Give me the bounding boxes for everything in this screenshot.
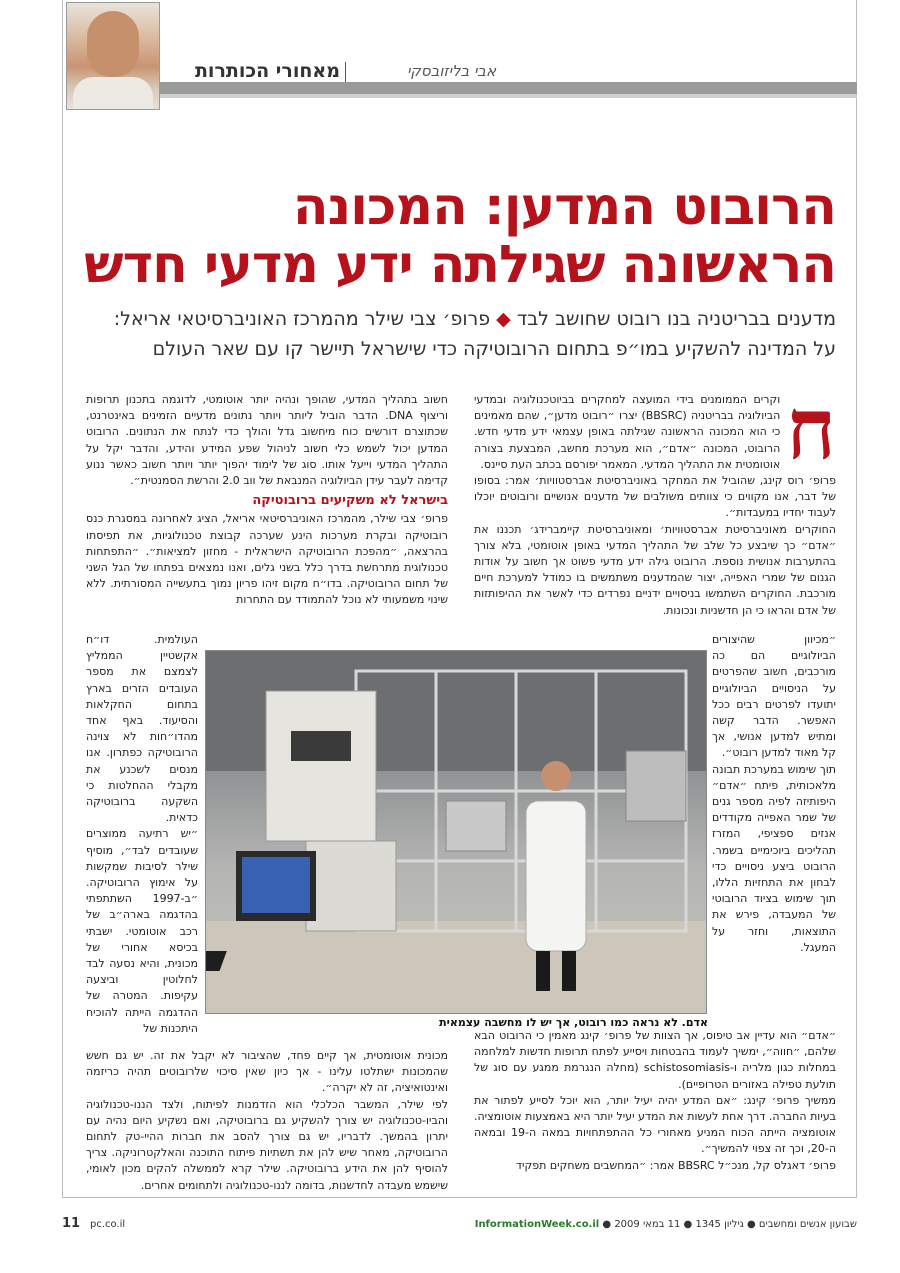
author-photo <box>66 2 160 110</box>
right-paragraph-4: ״מכיוון שהיצורים הביולוגיים הם כה מורכבים, חשוב שהפרטים על הניסויים הביולוגיים יתועדו לפרטים רבים ככל האפשר. הדבר קשה ומתיש למדען אנושי, אך קל מאוד למדען רובוט״. <box>712 633 836 760</box>
author-shirt <box>73 77 153 110</box>
scientist-head <box>541 761 571 791</box>
diamond-icon: ◆ <box>496 308 511 330</box>
scientist-labcoat <box>526 801 586 951</box>
left-column-lower <box>86 1048 448 1194</box>
lab-scene <box>206 651 706 1013</box>
figure-caption: אדם. לא נראה כמו רובוט, אך יש לו מחשבה עצמאית <box>439 1016 708 1029</box>
subtitle-line-1 <box>76 304 836 334</box>
equipment-base <box>306 841 396 931</box>
right-paragraph-2: פרופ׳ רוס קינג, שהוביל את המחקר באוניברסיטת אברסטוויות׳ אמר: בסופו של דבר, אנו מקווים כי צוותים משולבים של מדענים אנושיים ורובוטים יוכלו לעבוד יחדיו במעבדות״. <box>474 474 836 520</box>
right-paragraph-5: תוך שימוש במערכת תבונה מלאכותית, פיתח ״אדם״ היפותיזה לפיה מספר גנים של שמר האפייה מקודדים אנזים ספציפי, המזרז תהליכים ביוכימיים בשמר. הרובוט ביצע ניסויים כדי לבחון את התחזיות הללו, תוך שימוש בציוד הרובוטי של המעבדה, פירש את התוצאות, וחזר על המעגל. <box>712 762 836 954</box>
header-bar-shade <box>160 94 857 98</box>
article-title <box>76 178 836 294</box>
page-footer <box>62 1216 857 1236</box>
title-line-2: הראשונה שגילתה ידע מדעי חדש <box>84 235 836 295</box>
right-column-narrow <box>712 632 836 956</box>
left-paragraph-4: ״יש רתיעה ממוצרים שעובדים לבד״, מוסיף שילר לסיבות שמקשות על אימוץ הרובוטיקה. ״ב-1997 השתתפתי בהדגמה בארה״ב של רכב אוטומטי. ישבתי בכיסא אחורי של מכונית, והיא נסעה לבד לחלוטין וביצעה עקיפות. המטרה של ההדגמה הייתה להוכיח היתכנות של <box>86 827 198 1035</box>
right-column-upper <box>474 379 836 619</box>
left-paragraph-5: מכונית אוטומטית, אך קיים פחד, שהציבור לא יקבל את זה. יש גם חשש שהמכונות ישתלטו עלינו - אך כיון שאין סיכוי שלרובוטים תהיה כריזמה ואינטואיציה, זה לא יקרה״. <box>86 1049 448 1095</box>
footer-issue-text: שבועון אנשים ומחשבים ● גיליון 1345 ● 11 במאי 2009 ● <box>602 1219 857 1230</box>
subtitle-part-b: פרופ׳ צבי שילר מהמרכז האוניברסיטאי אריאל: <box>113 308 491 330</box>
footer-site-iw: InformationWeek.co.il <box>474 1219 600 1230</box>
incubator-display <box>291 731 351 761</box>
left-column-upper <box>86 392 448 609</box>
right-paragraph-3: החוקרים מאוניברסיטת אברסטוויות׳ ומאוניברסיטת קיימברידג׳ תכננו את ״אדם״ כך שיבצע כל שלב של התהליך המדעי באופן אוטומטי, בלא צורך בהתערבות אנושית נוספת. הרובוט גילה ידע מדעי פשוט אך חשוב על אודות הגנום של שמרי האפייה, יצור שהמדענים משתמשים בו כמודל למערכת חיים מורכבת. החוקרים השתמשו בניסויים ידניים נפרדים כדי לאשר את ההיפותזות של אדם והראו כי הן חדשניות ונכונות. <box>474 522 836 617</box>
subtitle-part-a: מדענים בבריטניה בנו רובוט שחושב לבד <box>516 308 836 330</box>
author-name: אבי בליזובסקי <box>406 62 496 80</box>
left-paragraph-2: פרופ׳ צבי שילר, מהמרכז האוניברסיטאי אריאל, הציג לאחרונה במסגרת כנס רובוטיקה ובקרת מערכות הינע שערכה קבוצת טכנולוגיות, את תפיסתו בהרצאה, ״מהפכת הרובוטיקה הישראלית - מחזון למציאות״. ״התפתחות טכנולוגית מתרחשת בדרך כלל בשני גלים, ואנו נמצאים בפתחו של הגל השני של תחום הרובוטיקה. בדו״ח מקום זיהו פריון נמוך בתעשייה המסורתית. ללא שינוי משמעותי לא נוכל להתמודד עם התחרות <box>86 512 448 607</box>
lab-robot-photo <box>205 650 707 1014</box>
right-paragraph-1: וקרים הממומנים בידי המועצה למחקרים בביוטכנולוגיה ובמדעי הביולוגיה בבריטניה (BBSRC) יצרו ״רובוט מדען״, שהם מאמינים כי הוא המכונה הראשונה שגילתה באופן עצמאי ידע מדעי חדש. הרובוט, המכונה ״אדם״, הוא מערכת מחשב, המבצעת בצורה אוטומטית את התהליך המדעי. המאמר יפורסם בכתב העת סיינס. <box>474 393 781 471</box>
floor <box>206 921 706 1013</box>
author-face <box>87 11 139 77</box>
robot-arm-module <box>446 801 506 851</box>
left-paragraph-1: חשוב בתהליך המדעי, שהופך ונהיה יותר אוטומטי, לדוגמה בתכנון תרופות וריצוף DNA. הדבר הוביל ליותר ויותר נתונים מדעיים הזמינים באינטרנט, שכתוצרם דורשים כוח מיחשוב גדל והולך כדי לנתח את הנתונים. הרובוט המדען יכול לשמש כלי חשוב לניהול שפע המידע והידע, והדבר יקל על התהליך המדעי וייעל אותו. סוג של לימוד יהפוך יותר ויותר חשוב כאשר ננוע קדימה לעבר עידן הביולוגיה המנבאת של ווב 2.0 והרשת הסמנטית״. <box>86 393 448 488</box>
left-paragraph-3: העולמית. דו״ח אקשטיין הממליץ לצמצם את מספר העובדים הזרים בארץ בתחום החקלאות והסיעוד. באף אחד מהדו״חות לא צוינה הרובוטיקה כפתרון. אנו מנסים לשכנע את מקבלי ההחלטות כי השקעה ברובוטיקה כדאית. <box>86 633 198 825</box>
drop-cap: ח <box>786 379 836 478</box>
left-column-narrow <box>86 632 198 1037</box>
right-paragraph-7: ממשיך פרופ׳ קינג: ״אם המדע יהיה יעיל יותר, הוא יוכל לסייע לפתור את בעיות החברה. דרך אחת לעשות את המדע יעיל יותר היא באמצעות אוטומציה. אוטומציה הייתה הכוח המניע מאחורי כל ההתפתחויות במאה ה-19 ובמאה ה-20, וכך זה צפוי להמשיך״. <box>474 1093 836 1156</box>
footer-issue-info <box>475 1219 857 1230</box>
left-subheading: בישראל לא משקיעים ברובוטיקה <box>252 493 448 509</box>
right-paragraph-8: פרופ׳ דאגלס קל, מנכ״ל BBSRC אמר: ״המחשבים משחקים תפקיד <box>515 1158 836 1172</box>
right-paragraph-6: ״אדם״ הוא עדיין אב טיפוס, אך הצוות של פרופ׳ קינג מאמין כי הרובוט הבא שלהם, ״חווה״, ימשיך לעמוד בהבטחות ויסייע לפתח תרופות חדשות למלחמה במחלות כגון מלריה ו-schistosomiasis (מחלה הנגרמת ממגע עם סוג של תולעת טפילה באזורים הטרופיים). <box>474 1029 836 1091</box>
scientist-leg-right <box>562 951 576 991</box>
page-number: 11 <box>62 1216 81 1231</box>
header-bar <box>160 82 857 94</box>
monitor-screen <box>242 857 310 913</box>
section-title: מאחורי הכותרות <box>194 60 340 82</box>
title-line-1: הרובוט המדען: המכונה <box>292 177 836 237</box>
incubator-unit <box>266 691 376 841</box>
subtitle-line-2: על המדינה להשקיע במו״פ בתחום הרובוטיקה כדי שישראל תיישר קו עם שאר העולם <box>152 338 836 360</box>
footer-site-pc: pc.co.il <box>90 1219 126 1230</box>
header-separator <box>345 62 346 82</box>
scientist-leg-left <box>536 951 550 991</box>
robot-module <box>626 751 686 821</box>
right-column-lower <box>474 1028 836 1174</box>
left-paragraph-6: לפי שילר, המשבר הכלכלי הוא הזדמנות לפיתוח, ולצד הננו-טכנולוגיה והביו-טכנולוגיה יש צורך להשקיע גם ברובוטיקה, ואם נשקיע היום נהיה עם יתרון בהמשך. לדבריו, יש גם צורך להסב את חברות ההיי-טק לתחום הרובוטיקה, מאחר שיש להן את תשתיות פיתוח התוכנה והאלקטרוניקה. צריך להוסיף להן את הידע ברובוטיקה. שילר קרא לממשלה להקים מכון לאומי, שישמש מעבדה לחדשנות, בדומה לננו-טכנולוגיה ולתחומים אחרים. <box>86 1097 448 1192</box>
article-subtitle <box>76 304 836 364</box>
